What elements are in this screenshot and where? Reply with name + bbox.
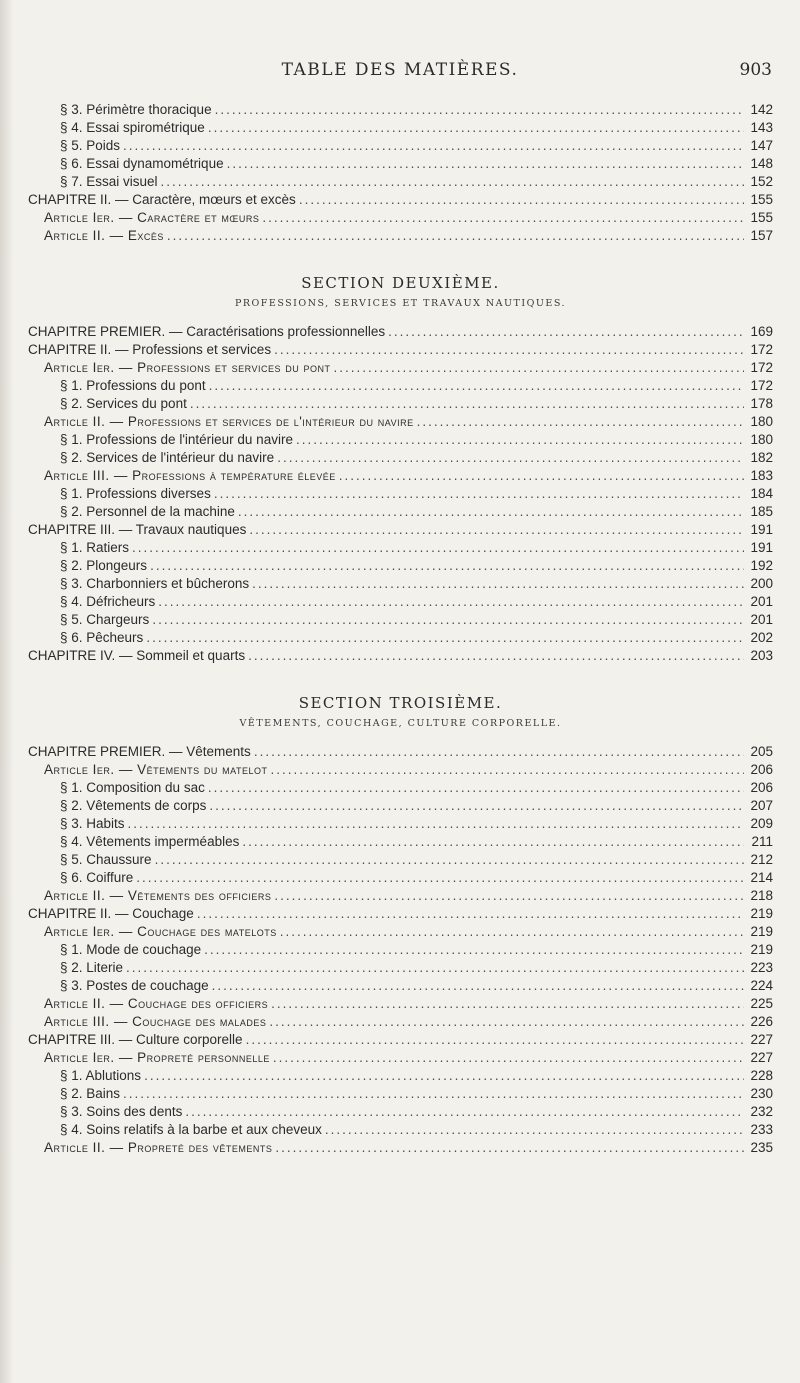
toc-entry <box>28 210 773 228</box>
dot-leader <box>252 576 744 591</box>
dot-leader <box>209 378 744 393</box>
dot-leader <box>227 156 744 171</box>
dot-leader <box>126 960 744 975</box>
dot-leader <box>150 558 744 573</box>
dot-leader <box>248 648 744 663</box>
toc-entry-page: 172 <box>750 378 773 393</box>
page-number: 903 <box>739 60 772 80</box>
toc-entry <box>28 378 773 396</box>
toc-entry-page: 219 <box>750 942 773 957</box>
page-gutter-shadow <box>0 0 14 1383</box>
toc-entry <box>28 450 773 468</box>
toc-entry-label: § 2. Services de l'intérieur du navire <box>60 450 275 465</box>
toc-entry <box>28 612 773 630</box>
toc-entry-label: § 3. Périmètre thoracique <box>60 102 212 117</box>
dot-leader <box>123 1086 744 1101</box>
toc-entry-label: Article II. — Couchage des officiers <box>44 996 269 1011</box>
dot-leader <box>333 360 744 375</box>
toc-entry <box>28 1140 773 1158</box>
toc-entry-label: § 2. Literie <box>60 960 124 975</box>
toc-entry <box>28 834 773 852</box>
toc-entry-page: 207 <box>750 798 773 813</box>
toc-entry <box>28 192 773 210</box>
toc-entry <box>28 888 773 906</box>
toc-entry-page: 147 <box>750 138 773 153</box>
toc-entry-label: § 3. Charbonniers et bûcherons <box>60 576 250 591</box>
dot-leader <box>158 594 744 609</box>
toc-entry-label: CHAPITRE III. — Culture corporelle <box>28 1032 243 1047</box>
toc-entry <box>28 120 773 138</box>
toc-entry-page: 227 <box>750 1050 773 1065</box>
dot-leader <box>128 816 744 831</box>
toc-entry <box>28 870 773 888</box>
toc-block-continued <box>28 102 773 246</box>
toc-entry-page: 228 <box>750 1068 773 1083</box>
toc-entry <box>28 798 773 816</box>
dot-leader <box>249 522 744 537</box>
dot-leader <box>190 396 744 411</box>
dot-leader <box>388 324 744 339</box>
dot-leader <box>238 504 744 519</box>
toc-entry-label: § 3. Soins des dents <box>60 1104 183 1119</box>
dot-leader <box>242 834 744 849</box>
dot-leader <box>212 978 744 993</box>
toc-entry <box>28 744 773 762</box>
toc-entry-label: Article III. — Couchage des malades <box>44 1014 267 1029</box>
dot-leader <box>339 468 744 483</box>
running-header <box>0 60 800 84</box>
toc-entry <box>28 816 773 834</box>
toc-entry-page: 201 <box>750 594 773 609</box>
toc-entry <box>28 138 773 156</box>
toc-entry <box>28 1032 773 1050</box>
toc-entry-page: 180 <box>750 432 773 447</box>
toc-entry-label: Article II. — Professions et services de l'intérieur du navire <box>44 414 414 429</box>
toc-entry-label: Article Ier. — Vêtements du matelot <box>44 762 268 777</box>
toc-entry-label: § 3. Postes de couchage <box>60 978 209 993</box>
toc-entry-label: Article II. — Excès <box>44 228 164 243</box>
toc-entry-label: CHAPITRE PREMIER. — Vêtements <box>28 744 251 759</box>
toc-entry-label: CHAPITRE II. — Couchage <box>28 906 194 921</box>
dot-leader <box>270 762 744 777</box>
toc-entry <box>28 522 773 540</box>
dot-leader <box>208 780 744 795</box>
toc-entry-page: 182 <box>750 450 773 465</box>
toc-entry-label: § 6. Essai dynamométrique <box>60 156 224 171</box>
toc-entry-label: § 1. Ratiers <box>60 540 130 555</box>
dot-leader <box>271 996 744 1011</box>
toc-entry-page: 152 <box>750 174 773 189</box>
section-two-title: SECTION DEUXIÈME. <box>301 274 500 292</box>
dot-leader <box>254 744 744 759</box>
toc-entry-page: 227 <box>750 1032 773 1047</box>
toc-entry <box>28 1014 773 1032</box>
toc-entry-label: CHAPITRE II. — Professions et services <box>28 342 272 357</box>
dot-leader <box>167 228 744 243</box>
toc-entry-label: § 1. Professions du pont <box>60 378 206 393</box>
toc-entry-page: 214 <box>750 870 773 885</box>
toc-entry <box>28 486 773 504</box>
toc-entry-label: Article II. — Propreté des vêtements <box>44 1140 273 1155</box>
toc-entry <box>28 174 773 192</box>
toc-entry-label: § 2. Vêtements de corps <box>60 798 207 813</box>
toc-entry-page: 201 <box>750 612 773 627</box>
dot-leader <box>185 1104 744 1119</box>
dot-leader <box>262 210 744 225</box>
toc-entry-label: § 2. Bains <box>60 1086 121 1101</box>
toc-entry-page: 203 <box>750 648 773 663</box>
toc-entry-page: 157 <box>750 228 773 243</box>
toc-entry-label: § 2. Plongeurs <box>60 558 148 573</box>
toc-entry-label: § 3. Habits <box>60 816 125 831</box>
dot-leader <box>136 870 744 885</box>
dot-leader <box>132 540 744 555</box>
toc-entry-label: § 7. Essai visuel <box>60 174 158 189</box>
toc-entry-page: 219 <box>750 906 773 921</box>
toc-entry <box>28 852 773 870</box>
toc-entry <box>28 762 773 780</box>
dot-leader <box>146 630 744 645</box>
toc-entry-page: 155 <box>750 210 773 225</box>
toc-entry-label: CHAPITRE IV. — Sommeil et quarts <box>28 648 246 663</box>
toc-entry <box>28 504 773 522</box>
toc-entry <box>28 228 773 246</box>
dot-leader <box>161 174 744 189</box>
toc-entry-page: 211 <box>751 834 773 849</box>
toc-entry <box>28 432 773 450</box>
toc-entry-page: 230 <box>750 1086 773 1101</box>
dot-leader <box>273 1050 744 1065</box>
toc-entry-label: § 6. Coiffure <box>60 870 134 885</box>
toc-entry-page: 143 <box>750 120 773 135</box>
dot-leader <box>269 1014 744 1029</box>
toc-entry-label: Article II. — Vêtements des officiers <box>44 888 272 903</box>
toc-entry-page: 225 <box>750 996 773 1011</box>
toc-entry-page: 172 <box>750 342 773 357</box>
toc-entry-label: § 1. Mode de couchage <box>60 942 202 957</box>
toc-entry <box>28 924 773 942</box>
table-of-contents <box>28 102 773 1158</box>
dot-leader <box>299 192 744 207</box>
toc-entry-label: Article III. — Professions à température élevée <box>44 468 336 483</box>
toc-entry-page: 223 <box>750 960 773 975</box>
toc-entry-page: 233 <box>750 1122 773 1137</box>
dot-leader <box>246 1032 744 1047</box>
toc-entry <box>28 1086 773 1104</box>
toc-entry-page: 172 <box>750 360 773 375</box>
dot-leader <box>296 432 744 447</box>
toc-entry-page: 192 <box>750 558 773 573</box>
toc-entry-page: 142 <box>750 102 773 117</box>
dot-leader <box>274 342 744 357</box>
toc-entry <box>28 1068 773 1086</box>
toc-entry-label: § 4. Défricheurs <box>60 594 156 609</box>
toc-entry <box>28 906 773 924</box>
toc-entry-label: § 4. Soins relatifs à la barbe et aux cheveux <box>60 1122 322 1137</box>
toc-entry <box>28 978 773 996</box>
toc-entry-page: 206 <box>750 780 773 795</box>
toc-entry-label: CHAPITRE PREMIER. — Caractérisations professionnelles <box>28 324 386 339</box>
toc-entry-page: 184 <box>750 486 773 501</box>
toc-entry <box>28 1050 773 1068</box>
toc-entry <box>28 414 773 432</box>
toc-entry-page: 212 <box>750 852 773 867</box>
dot-leader <box>214 486 744 501</box>
section-three-title: SECTION TROISIÈME. <box>298 694 503 712</box>
dot-leader <box>208 120 744 135</box>
toc-entry-label: Article Ier. — Propreté personnelle <box>44 1050 270 1065</box>
dot-leader <box>274 888 744 903</box>
toc-entry <box>28 156 773 174</box>
toc-entry-page: 178 <box>750 396 773 411</box>
dot-leader <box>155 852 744 867</box>
toc-block-section-two <box>28 324 773 666</box>
toc-entry-label: Article Ier. — Professions et services du pont <box>44 360 331 375</box>
toc-entry-page: 191 <box>750 522 773 537</box>
toc-entry <box>28 1104 773 1122</box>
toc-entry-label: § 5. Chargeurs <box>60 612 150 627</box>
dot-leader <box>152 612 744 627</box>
toc-entry-label: CHAPITRE III. — Travaux nautiques <box>28 522 247 537</box>
toc-entry-page: 202 <box>750 630 773 645</box>
toc-entry-page: 183 <box>750 468 773 483</box>
dot-leader <box>277 450 744 465</box>
dot-leader <box>280 924 744 939</box>
toc-entry-page: 218 <box>750 888 773 903</box>
toc-entry <box>28 576 773 594</box>
toc-entry-label: § 5. Poids <box>60 138 121 153</box>
toc-entry <box>28 594 773 612</box>
toc-block-section-three <box>28 744 773 1158</box>
dot-leader <box>275 1140 744 1155</box>
toc-entry <box>28 648 773 666</box>
toc-entry <box>28 630 773 648</box>
dot-leader <box>215 102 744 117</box>
toc-entry-page: 226 <box>750 1014 773 1029</box>
dot-leader <box>123 138 744 153</box>
toc-entry <box>28 324 773 342</box>
toc-entry <box>28 1122 773 1140</box>
toc-entry <box>28 102 773 120</box>
dot-leader <box>197 906 744 921</box>
toc-entry-label: § 1. Professions de l'intérieur du navire <box>60 432 293 447</box>
toc-entry-label: § 5. Chaussure <box>60 852 152 867</box>
toc-entry <box>28 342 773 360</box>
toc-entry-page: 148 <box>750 156 773 171</box>
toc-entry <box>28 540 773 558</box>
dot-leader <box>417 414 744 429</box>
toc-entry-page: 232 <box>750 1104 773 1119</box>
toc-entry-page: 185 <box>750 504 773 519</box>
toc-entry-page: 206 <box>750 762 773 777</box>
toc-entry-page: 235 <box>750 1140 773 1155</box>
dot-leader <box>325 1122 744 1137</box>
dot-leader <box>209 798 744 813</box>
toc-entry <box>28 558 773 576</box>
toc-entry-page: 169 <box>750 324 773 339</box>
toc-entry <box>28 396 773 414</box>
toc-entry-label: § 1. Composition du sac <box>60 780 205 795</box>
toc-entry <box>28 942 773 960</box>
dot-leader <box>144 1068 744 1083</box>
toc-entry-label: Article Ier. — Couchage des matelots <box>44 924 277 939</box>
toc-entry-page: 205 <box>750 744 773 759</box>
toc-entry-label: § 1. Professions diverses <box>60 486 211 501</box>
toc-entry-label: § 2. Services du pont <box>60 396 187 411</box>
toc-entry-label: CHAPITRE II. — Caractère, mœurs et excès <box>28 192 296 207</box>
toc-entry-page: 209 <box>750 816 773 831</box>
toc-entry-label: § 4. Essai spirométrique <box>60 120 205 135</box>
toc-entry-label: § 6. Pêcheurs <box>60 630 144 645</box>
toc-entry-page: 200 <box>750 576 773 591</box>
toc-entry <box>28 468 773 486</box>
toc-entry <box>28 780 773 798</box>
toc-entry <box>28 960 773 978</box>
toc-entry-label: § 2. Personnel de la machine <box>60 504 235 519</box>
toc-entry-page: 191 <box>750 540 773 555</box>
toc-entry-label: § 4. Vêtements imperméables <box>60 834 240 849</box>
toc-entry-page: 155 <box>750 192 773 207</box>
dot-leader <box>204 942 744 957</box>
toc-entry <box>28 996 773 1014</box>
toc-entry-page: 180 <box>750 414 773 429</box>
toc-entry-label: § 1. Ablutions <box>60 1068 142 1083</box>
section-three-subtitle: VÊTEMENTS, COUCHAGE, CULTURE CORPORELLE. <box>239 718 562 729</box>
toc-entry <box>28 360 773 378</box>
toc-entry-label: Article Ier. — Caractère et mœurs <box>44 210 260 225</box>
section-two-subtitle: PROFESSIONS, SERVICES ET TRAVAUX NAUTIQUES. <box>234 298 567 309</box>
toc-entry-page: 219 <box>750 924 773 939</box>
running-title: TABLE DES MATIÈRES. <box>281 60 519 80</box>
toc-entry-page: 224 <box>750 978 773 993</box>
